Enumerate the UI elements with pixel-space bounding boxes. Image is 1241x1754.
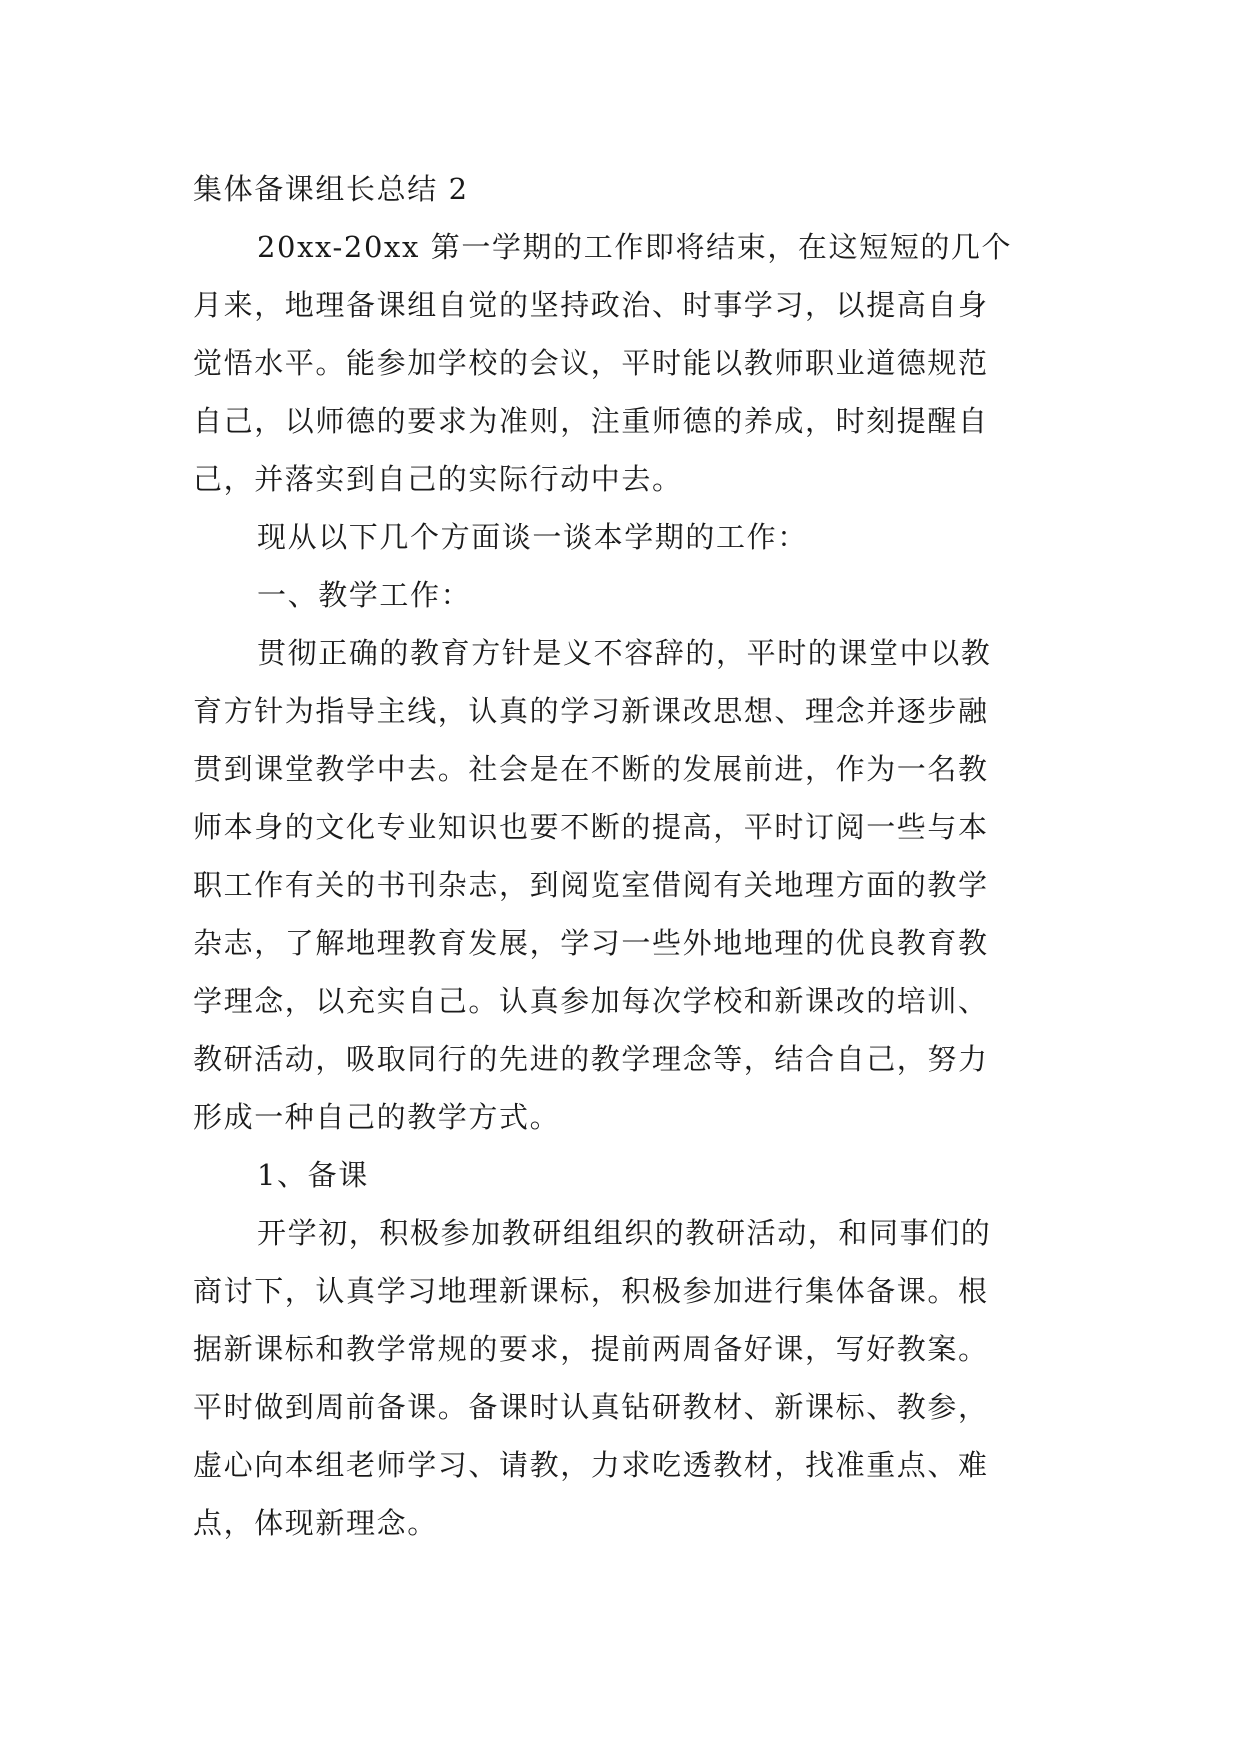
text-line: 点，体现新理念。 (193, 1506, 438, 1540)
text-line: 虚心向本组老师学习、请教，力求吃透教材，找准重点、难 (193, 1448, 989, 1482)
text-line: 据新课标和教学常规的要求，提前两周备好课，写好教案。 (193, 1332, 989, 1366)
document-body (193, 218, 1053, 1552)
text-line: 开学初，积极参加教研组组织的教研活动，和同事们的 (257, 1216, 992, 1250)
text-line: 杂志，了解地理教育发展，学习一些外地地理的优良教育教 (193, 926, 989, 960)
text-line: 1、备课 (257, 1158, 369, 1192)
text-line: 20xx-20xx 第一学期的工作即将结束，在这短短的几个 (257, 230, 1013, 264)
text-line: 贯彻正确的教育方针是义不容辞的，平时的课堂中以教 (257, 636, 992, 670)
text-line: 平时做到周前备课。备课时认真钻研教材、新课标、教参， (193, 1390, 989, 1424)
text-line: 一、教学工作： (257, 578, 472, 612)
text-line: 学理念，以充实自己。认真参加每次学校和新课改的培训、 (193, 984, 989, 1018)
document-title: 集体备课组长总结 2 (193, 172, 469, 206)
text-line: 形成一种自己的教学方式。 (193, 1100, 561, 1134)
text-line: 师本身的文化专业知识也要不断的提高，平时订阅一些与本 (193, 810, 989, 844)
text-line: 月来，地理备课组自觉的坚持政治、时事学习，以提高自身 (193, 288, 989, 322)
text-line: 育方针为指导主线，认真的学习新课改思想、理念并逐步融 (193, 694, 989, 728)
text-line: 教研活动，吸取同行的先进的教学理念等，结合自己，努力 (193, 1042, 989, 1076)
text-line: 商讨下，认真学习地理新课标，积极参加进行集体备课。根 (193, 1274, 989, 1308)
text-line: 觉悟水平。能参加学校的会议，平时能以教师职业道德规范 (193, 346, 989, 380)
text-line: 自己，以师德的要求为准则，注重师德的养成，时刻提醒自 (193, 404, 989, 438)
text-line: 职工作有关的书刊杂志，到阅览室借阅有关地理方面的教学 (193, 868, 989, 902)
text-line: 己，并落实到自己的实际行动中去。 (193, 462, 683, 496)
document-page (193, 160, 1053, 1552)
text-line: 贯到课堂教学中去。社会是在不断的发展前进，作为一名教 (193, 752, 989, 786)
text-line: 现从以下几个方面谈一谈本学期的工作： (257, 520, 808, 554)
